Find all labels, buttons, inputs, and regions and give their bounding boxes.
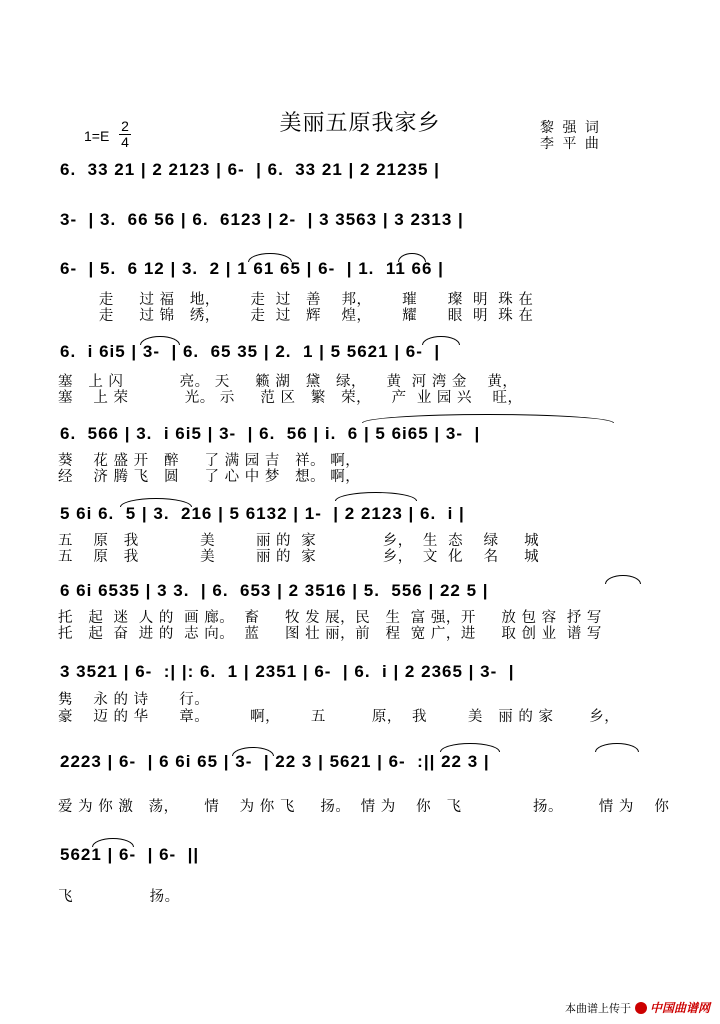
lyric-line: 托 起 迷 人 的 画 廊。 畜 牧 发 展，民 生 富 强，开 放 包 容 抒 写 [58, 610, 602, 626]
lyric-line: 豪 迈 的 华 章。 啊， 五 原， 我 美 丽 的 家 乡， [58, 709, 620, 725]
slur-mark [605, 575, 641, 584]
notation-line-10: 5621 | 6- | 6- || [60, 845, 200, 864]
lyric-line: 走 过 锦 绣， 走 过 辉 煌， 耀 眼 明 珠 在 [58, 308, 534, 324]
slur-mark [595, 743, 639, 752]
slur-mark [422, 336, 460, 345]
lyric-line: 经 济 腾 飞 圆 了 心 中 梦 想。 啊， [58, 469, 361, 485]
slur-mark [92, 838, 134, 847]
lyric-line: 走 过 福 地， 走 过 善 邦， 璀 璨 明 珠 在 [58, 292, 534, 308]
credits [540, 120, 601, 152]
meter-numerator: 2 [121, 118, 129, 134]
notation-line-8: 3 3521 | 6- :| |: 6. 1 | 2351 | 6- | 6. i | 2 2365 | 3- | [60, 662, 515, 681]
slur-mark [232, 747, 274, 756]
site-name: 中国曲谱网 [649, 1001, 710, 1015]
notation-line-4: 6. i 6i5 | 3- | 6. 65 35 | 2. 1 | 5 5621 | 6- | [60, 342, 441, 361]
site-logo[interactable] [635, 999, 710, 1016]
notation-line-5: 6. 566 | 3. i 6i5 | 3- | 6. 56 | i. 6 | 5 6i65 | 3- | [60, 424, 481, 443]
meter-denominator: 4 [119, 134, 131, 150]
footer [565, 999, 710, 1016]
notation-line-6: 5 6i 6. 5 | 3. 216 | 5 6132 | 1- | 2 2123 | 6. i | [60, 504, 465, 523]
upload-note: 本曲谱上传于 [564, 1001, 631, 1015]
slur-mark [362, 414, 614, 423]
slur-mark [140, 336, 180, 345]
slur-mark [248, 253, 292, 262]
slur-mark [440, 743, 500, 752]
lyricist-credit: 黎 强 词 [540, 120, 601, 136]
song-title: 美丽五原我家乡 [279, 111, 441, 136]
time-signature [119, 119, 131, 150]
slur-mark [335, 492, 417, 501]
logo-icon [635, 1002, 647, 1014]
lyric-line: 塞 上 荣 光。 示 范 区 繁 荣， 产 业 园 兴 旺， [58, 390, 523, 406]
lyric-line: 葵 花 盛 开 醉 了 满 园 吉 祥。 啊， [58, 453, 361, 469]
slur-mark [398, 253, 426, 262]
notation-line-3: 6- | 5. 6 12 | 3. 2 | 1 61 65 | 6- | 1. 11 66 | [60, 259, 444, 278]
notation-line-1: 6. 33 21 | 2 2123 | 6- | 6. 33 21 | 2 21235 | [60, 160, 440, 179]
notation-line-7: 6 6i 6535 | 3 3. | 6. 653 | 2 3516 | 5. 556 | 22 5 | [60, 581, 489, 600]
lyric-line: 五 原 我 美 丽 的 家 乡， 生 态 绿 城 [58, 533, 540, 549]
lyric-line: 塞 上 闪 亮。 天 籁 湖 黛 绿， 黄 河 湾 金 黄， [58, 374, 518, 390]
notation-line-2: 3- | 3. 66 56 | 6. 6123 | 2- | 3 3563 | 3 2313 | [60, 210, 464, 229]
lyric-line: 隽 永 的 诗 行。 [58, 692, 210, 708]
key-signature: 1=E [84, 128, 110, 144]
lyric-line: 托 起 奋 进 的 志 向。 蓝 图 壮 丽，前 程 宽 广，进 取 创 业 谱 写 [58, 626, 602, 642]
notation-line-9: 2223 | 6- | 6 6i 65 | 3- | 22 3 | 5621 | 6- :|| 22 3 | [60, 752, 490, 771]
slur-mark [120, 498, 192, 507]
lyric-line: 爱 为 你 激 荡， 情 为 你 飞 扬。 情 为 你 飞 扬。 情 为 你 [58, 799, 670, 815]
lyric-line: 五 原 我 美 丽 的 家 乡， 文 化 名 城 [58, 549, 540, 565]
lyric-line: 飞 扬。 [58, 889, 180, 905]
composer-credit: 李 平 曲 [540, 136, 601, 152]
